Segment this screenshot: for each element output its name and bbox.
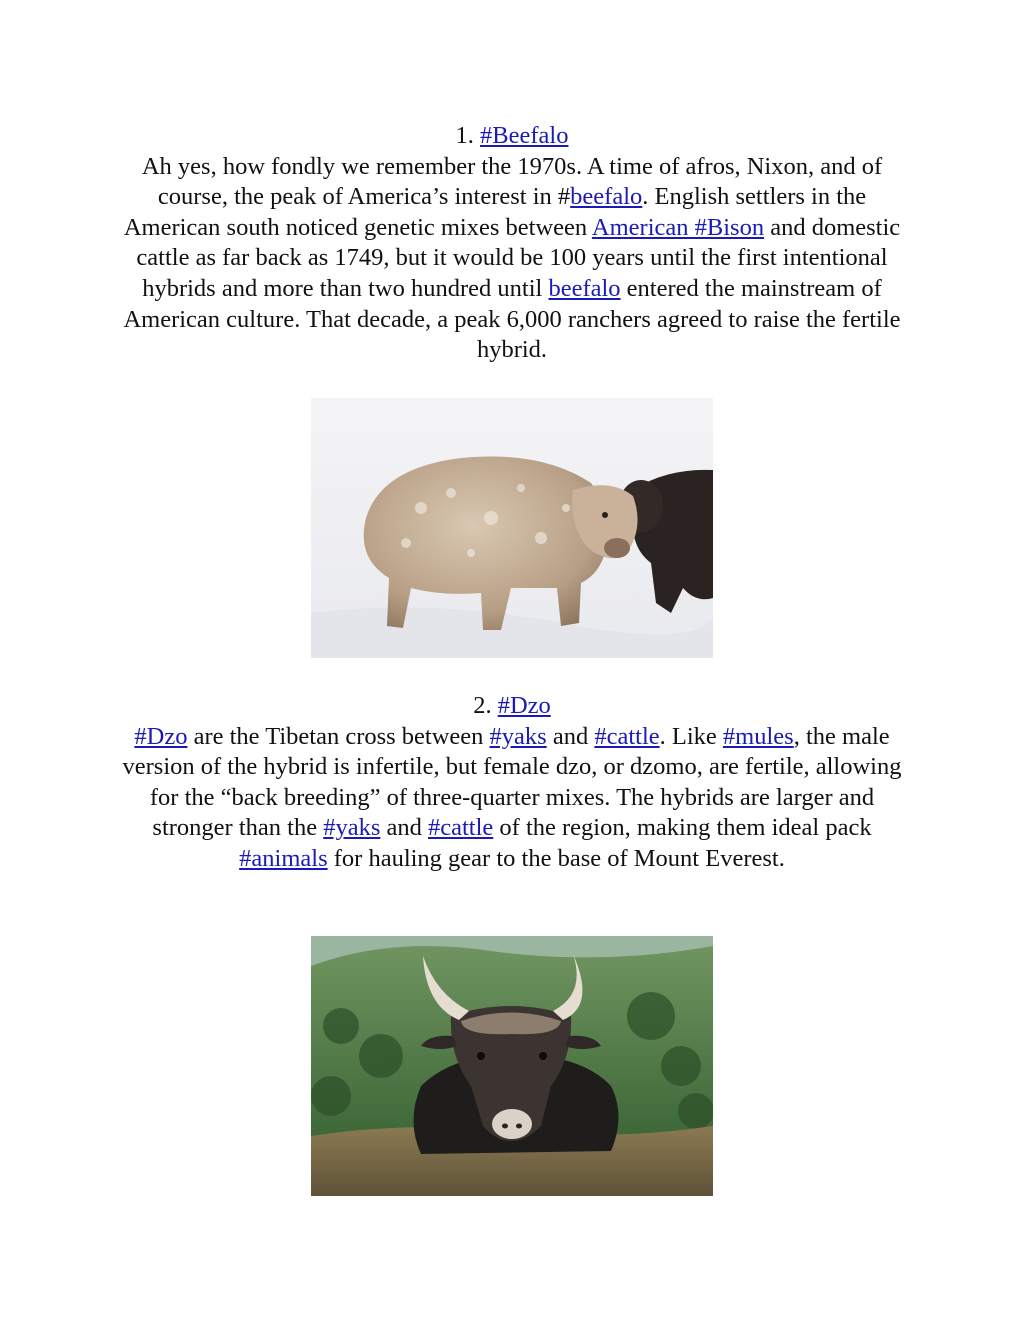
- link-cattle[interactable]: #cattle: [594, 722, 660, 750]
- section-number: 2.: [473, 692, 498, 719]
- link-beefalo-heading[interactable]: #Beefalo: [480, 122, 569, 149]
- paragraph-text: and: [546, 722, 595, 750]
- link-dzo-heading[interactable]: #Dzo: [497, 692, 551, 719]
- paragraph-text: Ah yes, how fondly we remember the 1970s. A time of afros, Nixon, and of course, the peak of America’s interest in #: [141, 152, 883, 211]
- link-dzo[interactable]: #Dzo: [134, 722, 188, 750]
- beefalo-photo: [311, 398, 713, 658]
- link-yaks-2[interactable]: #yaks: [323, 814, 381, 842]
- link-mules[interactable]: #mules: [722, 722, 794, 750]
- paragraph-text: , the male version of the hybrid is infertile, but female dzo, or dzomo, are fertile, allowing for the “back breeding” of three-quarter mixes. The hybrids are larger and stronger than the: [122, 722, 902, 842]
- dzo-image: [311, 936, 713, 1196]
- link-animals[interactable]: #animals: [239, 844, 328, 872]
- paragraph-text: are the Tibetan cross between: [187, 722, 490, 750]
- section-beefalo: [112, 121, 912, 366]
- paragraph-text: entered the mainstream of American culture. That decade, a peak 6,000 ranchers agreed to raise the fertile hybrid.: [123, 274, 901, 364]
- link-yaks[interactable]: #yaks: [489, 722, 547, 750]
- paragraph-text: and domestic cattle as far back as 1749, but it would be 100 years until the first intentional hybrids and more than two hundred until: [136, 213, 901, 302]
- section-dzo: [112, 691, 912, 875]
- section-heading-dzo: [112, 691, 912, 722]
- paragraph-text: . Like: [659, 722, 723, 750]
- paragraph-text: for hauling gear to the base of Mount Everest.: [327, 844, 785, 872]
- paragraph-text: of the region, making them ideal pack: [493, 814, 872, 842]
- link-american-bison[interactable]: American #Bison: [591, 213, 765, 241]
- link-beefalo[interactable]: beefalo: [570, 183, 643, 211]
- section-heading-beefalo: [112, 121, 912, 152]
- link-beefalo-2[interactable]: beefalo: [548, 274, 621, 302]
- section-number: 1.: [455, 122, 481, 149]
- dzo-photo: [311, 936, 713, 1196]
- paragraph-text: and: [380, 814, 428, 842]
- link-cattle-2[interactable]: #cattle: [428, 814, 494, 842]
- paragraph-text: . English settlers in the American south noticed genetic mixes between: [123, 183, 867, 241]
- beefalo-image: [311, 398, 713, 658]
